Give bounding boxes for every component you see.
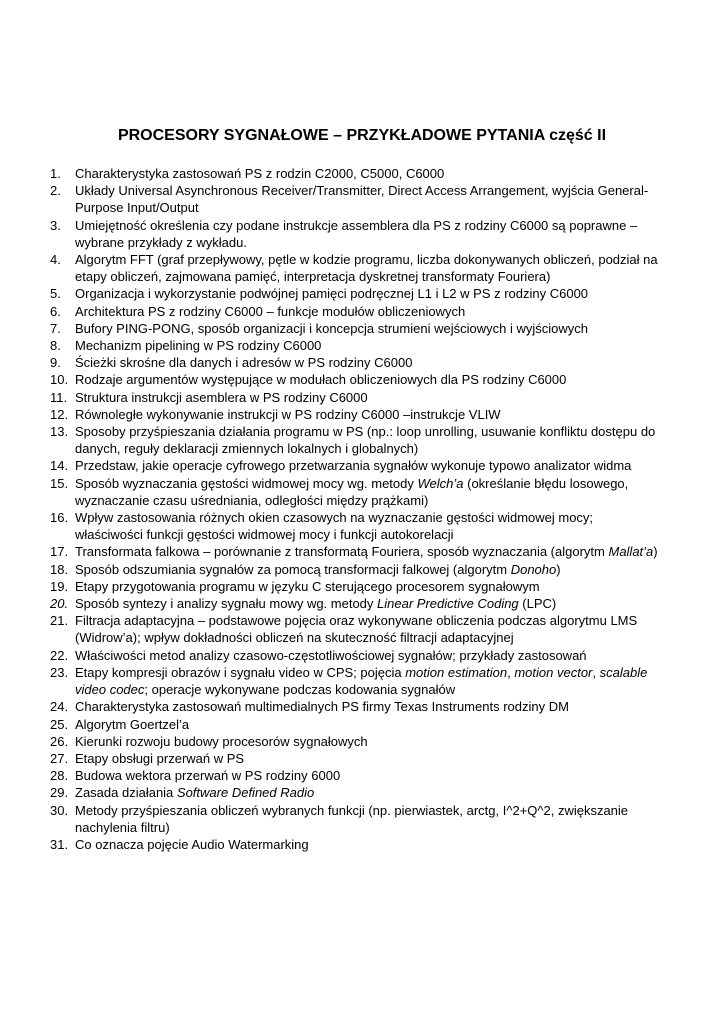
question-text [75, 837, 309, 852]
question-number: 11. [50, 389, 68, 405]
question-text-segment: (określanie błędu losowego, wyznaczanie czasu uśredniania, odległości między prążkami) [75, 475, 629, 508]
question-number: 25. [50, 716, 69, 732]
question-item [50, 733, 662, 750]
question-number: 30. [50, 802, 69, 818]
question-item [50, 595, 662, 612]
question-item [50, 303, 662, 320]
question-text-segment: Zasada działania [75, 785, 177, 801]
question-item [50, 406, 662, 423]
question-text-italic: scalable video codec [75, 664, 648, 698]
question-text-segment: Bufory PING-PONG, sposób organizacji i koncepcja strumieni wejściowych i wyjściowych [75, 320, 588, 336]
question-text-italic: motion estimation [405, 664, 508, 680]
question-number: 31. [50, 836, 69, 852]
question-number: 5. [50, 286, 61, 302]
question-number: 29. [50, 785, 69, 801]
question-text [75, 665, 647, 697]
question-number: 4. [50, 252, 61, 268]
question-number: 1. [50, 166, 61, 181]
question-item [50, 664, 662, 698]
question-item [50, 767, 662, 784]
question-item [50, 802, 662, 836]
question-number: 16. [50, 510, 69, 526]
question-text-italic: Linear Predictive Coding [377, 596, 519, 612]
question-text [75, 734, 368, 749]
question-number: 24. [50, 699, 69, 715]
question-item [50, 423, 662, 457]
question-item [50, 165, 662, 182]
question-text [75, 699, 569, 714]
question-item [50, 836, 662, 853]
question-text [75, 424, 655, 456]
question-text [75, 579, 540, 594]
question-text-segment: Równoległe wykonywanie instrukcji w PS rodziny C6000 –instrukcje VLIW [75, 406, 501, 422]
question-text [75, 390, 368, 405]
question-text-segment: Układy Universal Asynchronous Receiver/Transmitter, Direct Access Arrangement, wyjścia General-Purpose Input/Output [75, 183, 649, 216]
question-text-segment: Co oznacza pojęcie Audio Watermarking [75, 836, 309, 852]
question-text-segment: Charakterystyka zastosowań multimedialnych PS firmy Texas Instruments rodziny DM [75, 699, 569, 715]
question-text-segment: Rodzaje argumentów występujące w modułach obliczeniowych dla PS rodziny C6000 [75, 372, 567, 388]
question-text-segment: Sposób syntezy i analizy sygnału mowy wg. metody [75, 596, 378, 612]
question-number: 10. [50, 372, 69, 388]
question-text-segment: , [592, 664, 600, 680]
question-item [50, 716, 662, 733]
question-number: 14. [50, 458, 69, 474]
question-text [75, 166, 444, 181]
question-text [75, 218, 637, 250]
question-item [50, 561, 662, 578]
question-number: 20. [50, 596, 69, 612]
question-text [75, 785, 314, 800]
question-number: 21. [50, 613, 69, 629]
question-item [50, 543, 662, 560]
question-text [75, 613, 637, 645]
question-text-segment: Architektura PS z rodziny C6000 – funkcje modułów obliczeniowych [75, 303, 466, 319]
question-text-segment: Etapy kompresji obrazów i sygnału video w CPS; pojęcia [75, 664, 406, 680]
question-text-italic: Software Defined Radio [176, 785, 315, 801]
question-text-italic: Welch’a [417, 475, 464, 491]
question-text [75, 476, 628, 508]
question-text-segment: Kierunki rozwoju budowy procesorów sygnałowych [75, 733, 368, 749]
question-text-segment: Budowa wektora przerwań w PS rodziny 6000 [75, 768, 341, 784]
question-text [75, 286, 588, 301]
question-text-segment: Sposób odszumiania sygnałów za pomocą transformacji falkowej (algorytm [75, 561, 511, 577]
question-item [50, 750, 662, 767]
question-number: 15. [50, 475, 69, 491]
question-number: 12. [50, 406, 69, 422]
question-number: 23. [50, 664, 69, 680]
question-item [50, 251, 662, 285]
question-text-segment: Ścieżki skrośne dla danych i adresów w PS rodziny C6000 [75, 355, 413, 371]
question-text-segment: Organizacja i wykorzystanie podwójnej pamięci podręcznej L1 i L2 w PS z rodziny C6000 [75, 286, 589, 302]
question-text [75, 372, 566, 387]
question-text-segment: Etapy przygotowania programu w języku C sterującego procesorem sygnałowym [75, 578, 540, 594]
page-title: PROCESORY SYGNAŁOWE – PRZYKŁADOWE PYTANIA część II [117, 127, 607, 144]
question-item [50, 647, 662, 664]
question-text [75, 355, 412, 370]
question-text-segment: ; operacje wykonywane podczas kodowania sygnałów [144, 682, 456, 698]
question-item [50, 475, 662, 509]
question-number: 2. [50, 183, 61, 199]
question-text-segment: Algorytm FFT (graf przepływowy, pętle w kodzie programu, liczba dokonywanych obliczeń, podział na etapy obliczeń, zajmowana pamięć, interpretacja dyskretnej transformaty Fouriera) [75, 252, 658, 285]
question-list [50, 165, 662, 853]
question-text [75, 338, 321, 353]
question-text [75, 751, 244, 766]
question-text [75, 304, 465, 319]
question-text-segment: Etapy obsługi przerwań w PS [75, 750, 245, 766]
question-item [50, 354, 662, 371]
question-text [75, 768, 340, 783]
question-number: 3. [50, 217, 61, 233]
question-item [50, 698, 662, 715]
question-text-segment: Sposób wyznaczania gęstości widmowej mocy wg. metody [75, 475, 418, 491]
question-text-segment: Metody przyśpieszania obliczeń wybranych funkcji (np. pierwiastek, arctg, I^2+Q^2, zwiększanie nachylenia filtru) [75, 802, 629, 835]
question-number: 8. [50, 338, 61, 354]
question-text-segment: Struktura instrukcji asemblera w PS rodziny C6000 [75, 389, 368, 405]
question-text-segment: ) [653, 544, 658, 560]
question-text [75, 510, 593, 542]
question-text-italic: Donoho [510, 561, 557, 577]
question-text [75, 544, 658, 559]
question-number: 22. [50, 647, 69, 663]
question-item [50, 320, 662, 337]
question-number: 26. [50, 733, 69, 749]
question-text-segment: Przedstaw, jakie operacje cyfrowego przetwarzania sygnałów wykonuje typowo analizator widma [75, 458, 632, 474]
question-text-segment: Filtracja adaptacyjna – podstawowe pojęcia oraz wykonywane obliczenia podczas algorytmu LMS (Widrow’a); wpływ dokładności obliczeń na skuteczność filtracji adaptacyjnej [75, 613, 638, 646]
question-text-segment: Wpływ zastosowania różnych okien czasowych na wyznaczanie gęstości widmowej mocy; właściwości funkcji gęstości widmowej mocy i funkcji autokorelacji [75, 510, 594, 543]
question-text-segment: Umiejętność określenia czy podane instrukcje assemblera dla PS z rodziny C6000 są poprawne – wybrane przykłady z wykładu. [75, 217, 638, 250]
question-number: 19. [50, 578, 69, 594]
question-number: 27. [50, 750, 69, 766]
question-text-segment: (LPC) [518, 596, 557, 612]
question-text-segment: Sposoby przyśpieszania działania programu w PS (np.: loop unrolling, usuwanie konfliktu dostępu do danych, reguły deklaracji zmiennych lokalnych i globalnych) [75, 424, 656, 457]
question-number: 9. [50, 355, 61, 371]
question-text [75, 717, 189, 732]
question-item [50, 457, 662, 474]
question-text [75, 803, 628, 835]
question-text [75, 458, 631, 473]
question-item [50, 217, 662, 251]
question-text [75, 407, 501, 422]
question-text [75, 596, 556, 611]
question-number: 7. [50, 320, 61, 336]
question-item [50, 784, 662, 801]
question-item [50, 578, 662, 595]
question-item [50, 371, 662, 388]
question-number: 17. [50, 544, 69, 560]
question-number: 28. [50, 768, 69, 784]
question-text [75, 183, 648, 215]
question-text-segment: Właściwości metod analizy czasowo-częstotliwościowej sygnałów; przykłady zastosowań [75, 647, 587, 663]
question-text-italic: motion vector [514, 664, 593, 680]
question-item [50, 612, 662, 646]
question-number: 18. [50, 561, 69, 577]
question-text-segment: Charakterystyka zastosowań PS z rodzin C2000, C5000, C6000 [75, 166, 445, 181]
question-item [50, 389, 662, 406]
question-text-italic: Mallat’a [608, 544, 654, 560]
question-text [75, 252, 658, 284]
question-text [75, 648, 587, 663]
question-text-segment: , [507, 664, 515, 680]
question-text-segment: Transformata falkowa – porównanie z transformatą Fouriera, sposób wyznaczania (algorytm [75, 544, 609, 560]
question-text [75, 321, 588, 336]
question-text [75, 562, 561, 577]
question-item [50, 285, 662, 302]
question-text-segment: Algorytm Goertzel’a [75, 716, 190, 732]
question-text-segment: ) [556, 561, 561, 577]
question-item [50, 509, 662, 543]
question-item [50, 182, 662, 216]
question-number: 6. [50, 303, 61, 319]
question-item [50, 337, 662, 354]
question-text-segment: Mechanizm pipelining w PS rodziny C6000 [75, 338, 322, 354]
question-number: 13. [50, 424, 69, 440]
